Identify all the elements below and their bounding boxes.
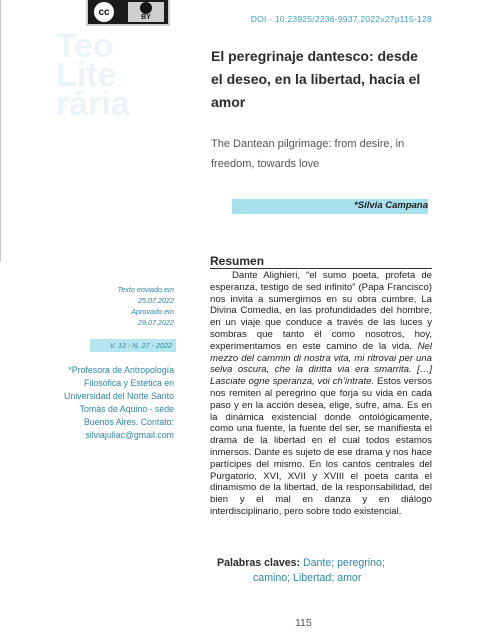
abstract-heading-underline (210, 268, 432, 269)
keywords-label: Palabras claves: (217, 557, 301, 569)
keywords-line1: Dante; peregrino; (303, 557, 385, 569)
abstract-text: Dante Alighieri, “el sumo poeta, profeta de esperanza, testigo de sed infinito” (Papa Francisco) nos invita a sumergirnos en su obra cumbre, La Divina Comedia, en las profundidades del hombre, en un viaje que conduce a través de las luces y sombras que tanto él como nosotros, hoy, experimentamos en este camino de la vida. Nel mezzo del cammin di nostra vita, mi ritrovai per una selva oscura, che la diritta via era smarrita. […] Lasciate ogne speranza, voi ch’intrate. Estos versos nos remiten al peregrino que forja su vida en cada paso y en la acción desea, elige, sufre, ama. Es en la dinámica existencial donde ontológicamente, como una fuente, la fuente del ser, se manifiesta el drama de la libertad en el cual todos estamos inmersos. Dante es sujeto de ese drama y nos hace partícipes del mismo. En los cantos centrales del Purgatorio, XVI, XVII y XVIII el poeta canta el dinamismo de la libertad, de la responsabilidad, del bien y el mal en danza y en diálogo interdisciplinario, pero sobre todo existencial. (210, 270, 433, 517)
volume-info: V. 12 - N. 27 - 2022 (109, 341, 172, 350)
approved-date: 29.07.2022 (138, 318, 174, 327)
cc-license-badge[interactable] (86, 0, 170, 26)
keywords (217, 556, 427, 586)
author-affiliation: *Profesora de Antropología Filosófica y Estética en Universidad del Norte Santo Tomás de Aquino - sede Buenos Aires. Contato: silviajuliac@gmail.com (63, 365, 174, 440)
page-number: 115 (295, 617, 312, 629)
sent-date: 25.07.2022 (138, 296, 174, 305)
by-label: BY (141, 14, 151, 21)
abstract-heading: Resumen (210, 254, 265, 268)
sent-label: Texto enviado em (117, 285, 174, 294)
author-name: *Silvia Campana (354, 200, 428, 211)
doi-link[interactable]: DOI - 10.23925/2236-9937.2022v27p115-128 (250, 14, 432, 24)
person-icon (140, 2, 152, 14)
left-border-line (0, 0, 1, 262)
approved-label: Aprovado em (131, 307, 174, 316)
abstract-italic-quote: Nel mezzo del cammin di nostra vita, mi ritrovai per una selva oscura, che la diritta via era smarrita. […] Lasciate ogne speranza, voi ch’intrate. (210, 340, 433, 388)
article-title-english: The Dantean pilgrimage: from desire, in freedom, towards love (211, 138, 405, 170)
keywords-line2: camino; Libertad; amor (253, 572, 362, 584)
article-title: El peregrinaje dantesco: desde el deseo, en la libertad, hacia el amor (211, 48, 421, 110)
cc-icon: cc (94, 2, 114, 22)
journal-watermark-logo: Teo Lite rária (56, 27, 130, 123)
by-attribution-icon (128, 2, 164, 22)
submission-dates (86, 284, 174, 328)
